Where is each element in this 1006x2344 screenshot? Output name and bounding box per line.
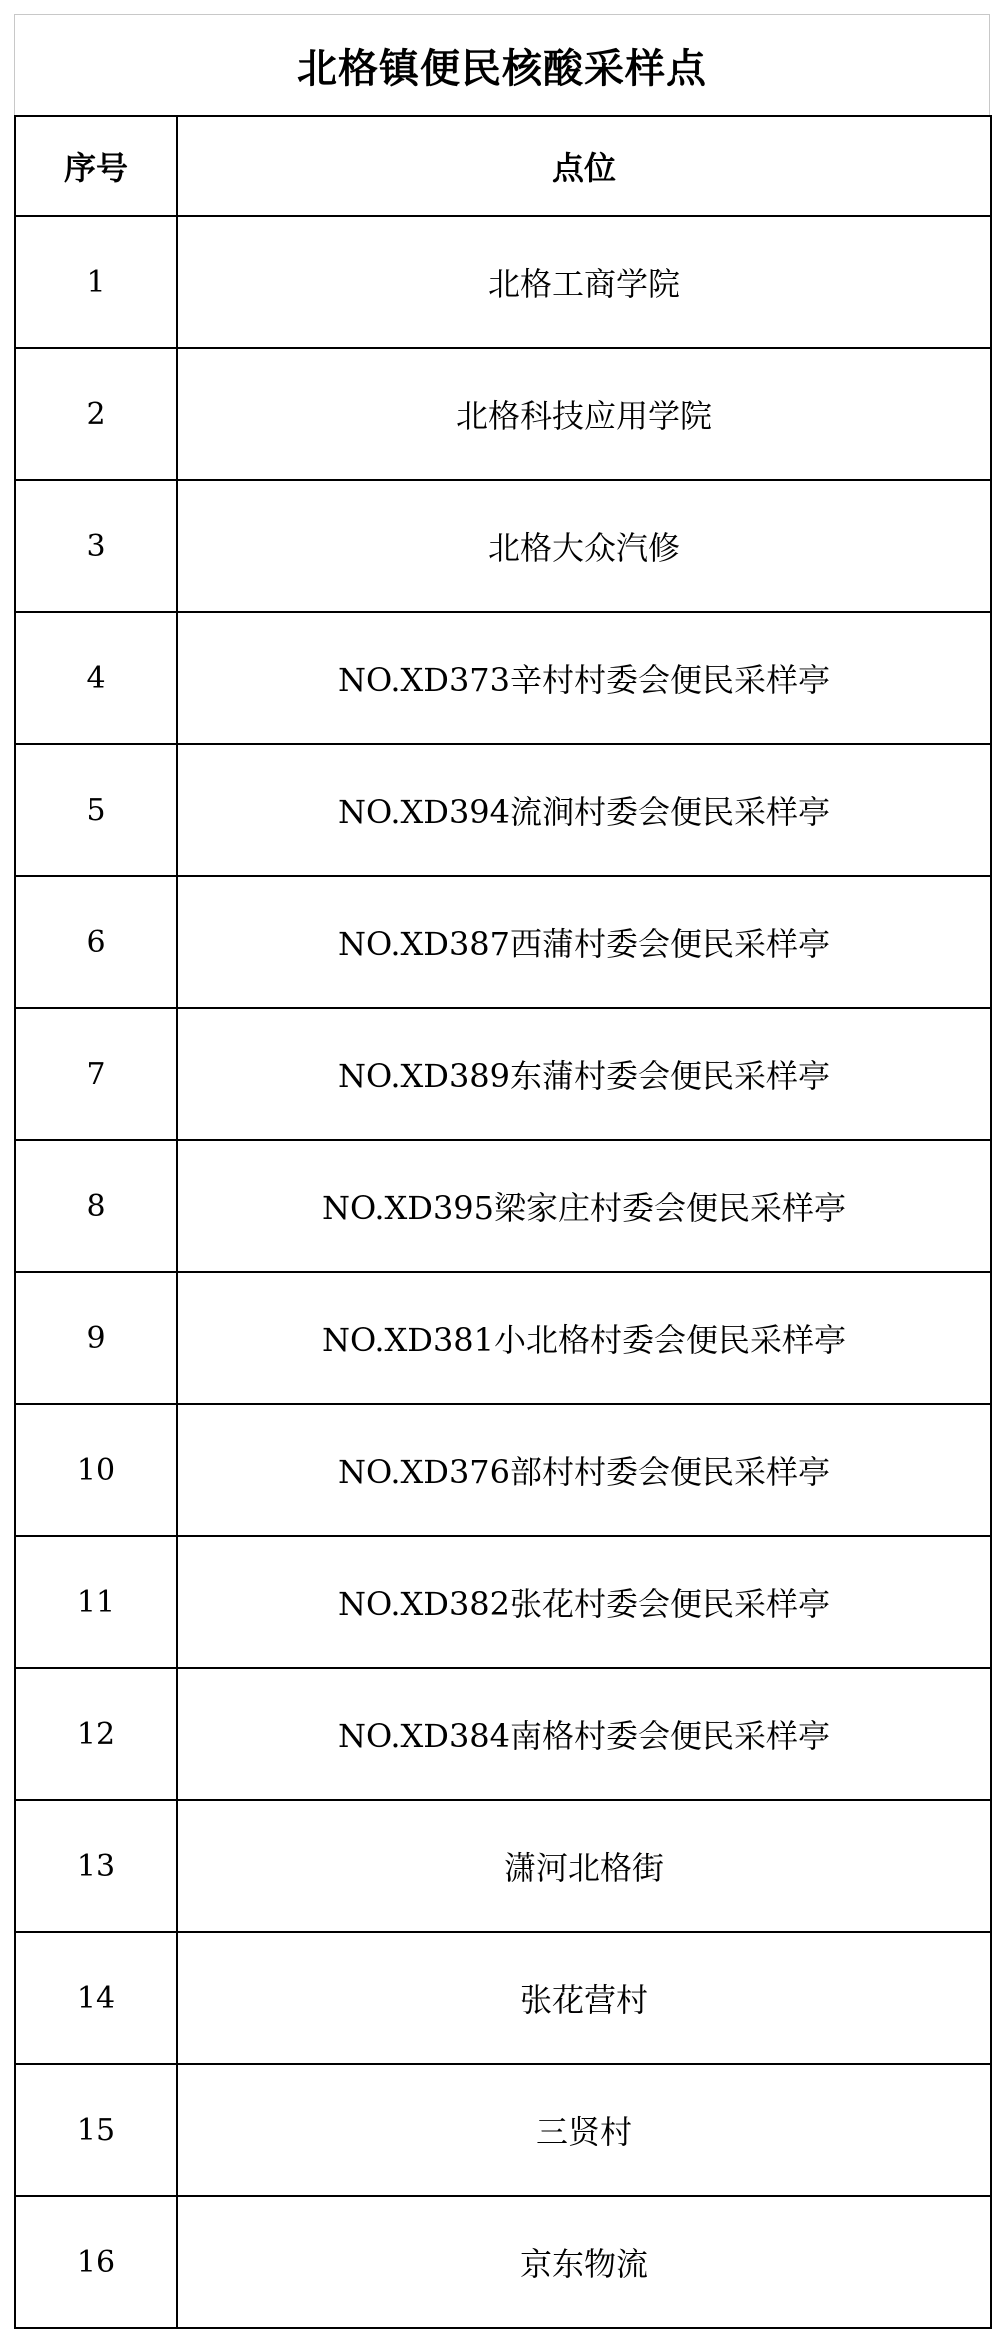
row-index: 14 (15, 1932, 177, 2064)
table-row (15, 216, 991, 348)
table-row (15, 2196, 991, 2328)
table-row (15, 1800, 991, 1932)
header-location: 点位 (177, 116, 991, 216)
row-index: 15 (15, 2064, 177, 2196)
sampling-points-table (14, 115, 992, 2329)
sampling-points-sheet (14, 14, 990, 2334)
row-index: 3 (15, 480, 177, 612)
row-location: NO.XD384南格村委会便民采样亭 (177, 1668, 991, 1800)
row-index: 2 (15, 348, 177, 480)
row-location: 京东物流 (177, 2196, 991, 2328)
table-row (15, 612, 991, 744)
row-index: 12 (15, 1668, 177, 1800)
row-location: 三贤村 (177, 2064, 991, 2196)
table-body (15, 216, 991, 2328)
table-row (15, 744, 991, 876)
title-cell (14, 14, 990, 115)
row-index: 8 (15, 1140, 177, 1272)
row-location: NO.XD387西蒲村委会便民采样亭 (177, 876, 991, 1008)
table-row (15, 1140, 991, 1272)
row-location: NO.XD381小北格村委会便民采样亭 (177, 1272, 991, 1404)
row-index: 10 (15, 1404, 177, 1536)
header-index: 序号 (15, 116, 177, 216)
table-row (15, 1272, 991, 1404)
row-location: 北格科技应用学院 (177, 348, 991, 480)
row-index: 7 (15, 1008, 177, 1140)
row-index: 16 (15, 2196, 177, 2328)
table-row (15, 1536, 991, 1668)
row-location: NO.XD394流涧村委会便民采样亭 (177, 744, 991, 876)
row-location: NO.XD382张花村委会便民采样亭 (177, 1536, 991, 1668)
table-row (15, 1008, 991, 1140)
row-location: NO.XD395梁家庄村委会便民采样亭 (177, 1140, 991, 1272)
row-location: NO.XD376部村村委会便民采样亭 (177, 1404, 991, 1536)
row-location: NO.XD373辛村村委会便民采样亭 (177, 612, 991, 744)
table-row (15, 1668, 991, 1800)
table-row (15, 876, 991, 1008)
row-location: 北格工商学院 (177, 216, 991, 348)
row-index: 9 (15, 1272, 177, 1404)
table-header-row (15, 116, 991, 216)
table-row (15, 2064, 991, 2196)
page-title: 北格镇便民核酸采样点 (297, 45, 707, 92)
row-location: 张花营村 (177, 1932, 991, 2064)
row-location: 北格大众汽修 (177, 480, 991, 612)
row-index: 6 (15, 876, 177, 1008)
row-location: 潇河北格街 (177, 1800, 991, 1932)
row-index: 4 (15, 612, 177, 744)
table-row (15, 480, 991, 612)
table-row (15, 348, 991, 480)
row-index: 5 (15, 744, 177, 876)
row-location: NO.XD389东蒲村委会便民采样亭 (177, 1008, 991, 1140)
row-index: 1 (15, 216, 177, 348)
table-row (15, 1932, 991, 2064)
row-index: 11 (15, 1536, 177, 1668)
table-row (15, 1404, 991, 1536)
row-index: 13 (15, 1800, 177, 1932)
